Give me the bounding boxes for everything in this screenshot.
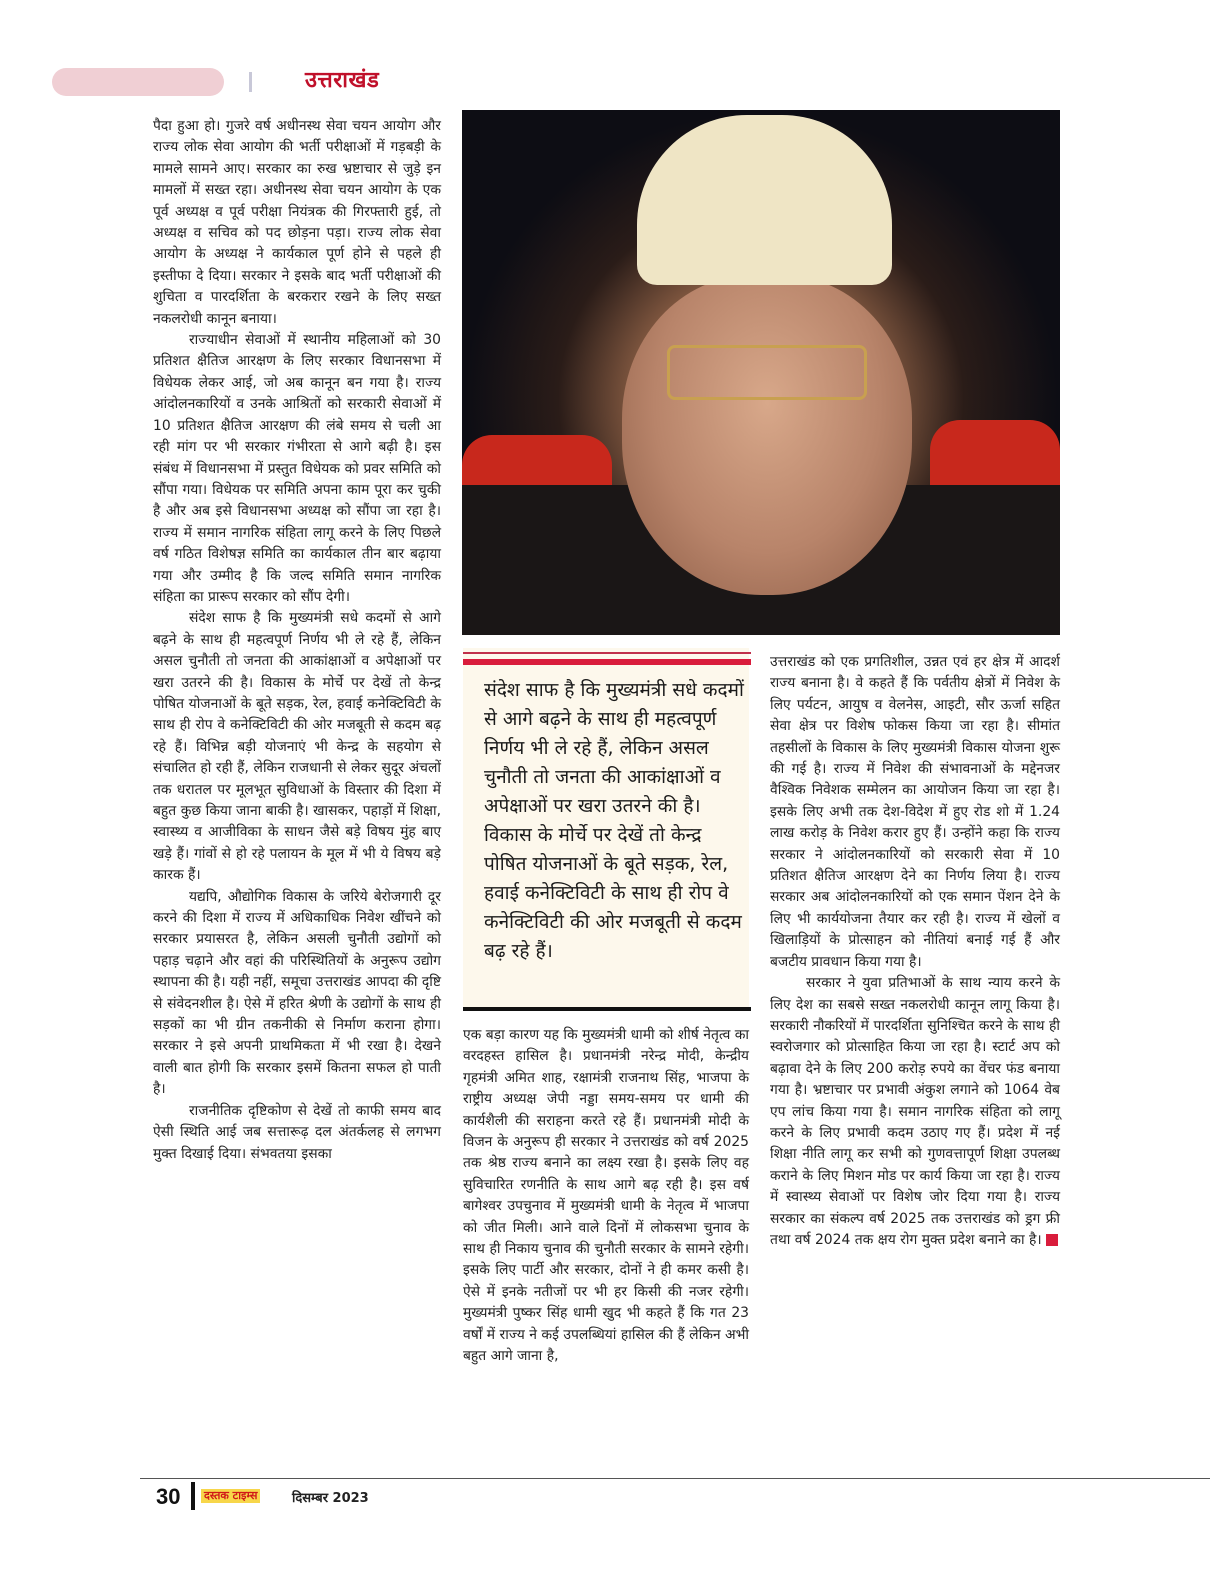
photo-face (622, 275, 912, 595)
paragraph: पैदा हुआ हो। गुजरे वर्ष अधीनस्थ सेवा चयन आयोग और राज्य लोक सेवा आयोग की भर्ती परीक्षाओं में गड़बड़ी के मामले सामने आए। सरकार का रुख भ्रष्टाचार से जुड़े इन मामलों में सख्त रहा। अधीनस्थ सेवा चयन आयोग के एक पूर्व अध्यक्ष व पूर्व परीक्षा नियंत्रक की गिरफ्तारी हुई, तो अध्यक्ष व सचिव को पद छोड़ना पड़ा। राज्य लोक सेवा आयोग के अध्यक्ष ने कार्यकाल पूर्ण होने से पहले ही इस्तीफा दे दिया। सरकार ने इसके बाद भर्ती परीक्षाओं की शुचिता व पारदर्शिता के बरकरार रखने के लिए सख्त नकलरोधी कानून बनाया। (153, 118, 441, 327)
footer-separator (191, 1482, 195, 1510)
header-separator (249, 72, 252, 92)
issue-date: दिसम्बर 2023 (292, 1491, 369, 1506)
end-of-article-icon (1046, 1234, 1058, 1246)
page-number: 30 (156, 1484, 181, 1509)
photo-cap (637, 115, 892, 285)
section-title: उत्तराखंड (305, 68, 380, 93)
article-column-1 (153, 116, 441, 1165)
pull-quote-rule-thin (463, 652, 751, 654)
paragraph-last (770, 973, 1060, 1251)
header-pill-decoration (52, 68, 224, 96)
paragraph: संदेश साफ है कि मुख्यमंत्री सधे कदमों से आगे बढ़ने के साथ ही महत्वपूर्ण निर्णय भी ले रहे हैं, लेकिन असल चुनौती तो जनता की आकांक्षाओं व अपेक्षाओं पर खरा उतरने की है। विकास के मोर्चे पर देखें तो केन्द्र पोषित योजनाओं के बूते सड़क, रेल, हवाई कनेक्टिविटी के साथ ही रोप वे कनेक्टिविटी की ओर मजबूती से कदम बढ़ रहे हैं। विभिन्न बड़ी योजनाएं भी केन्द्र के सहयोग से संचालित हो रही हैं, लेकिन राजधानी से लेकर सुदूर अंचलों तक धरातल पर मूलभूत सुविधाओं के विस्तार की दिशा में बहुत कुछ किया जाना बाकी है। खासकर, पहाड़ों में शिक्षा, स्वास्थ्य व आजीविका के साधन जैसे बड़े विषय मुंह बाए खड़े हैं। गांवों से हो रहे पलायन के मूल में भी ये विषय बड़े कारक हैं। (153, 610, 441, 884)
footer-rule (140, 1478, 1210, 1479)
article-column-3 (770, 652, 1060, 1251)
paragraph: उत्तराखंड को एक प्रगतिशील, उन्नत एवं हर क्षेत्र में आदर्श राज्य बनाना है। वे कहते हैं कि पर्वतीय क्षेत्रों में निवेश के लिए पर्यटन, आयुष व वेलनेस, आइटी, सौर ऊर्जा सहित सेवा क्षेत्र पर विशेष फोकस किया जा रहा है। सीमांत तहसीलों के विकास के लिए मुख्यमंत्री विकास योजना शुरू की गई है। राज्य में निवेश की संभावनाओं के मद्देनजर वैश्विक निवेशक सम्मेलन का आयोजन किया जा रहा है। इसके लिए अभी तक देश-विदेश में हुए रोड शो में 1.24 लाख करोड़ के निवेश करार हुए हैं। उन्होंने कहा कि राज्य सरकार ने आंदोलनकारियों को सरकारी सेवा में 10 प्रतिशत क्षैतिज आरक्षण देने का निर्णय लिया है। राज्य सरकार अब आंदोलनकारियों को एक समान पेंशन देने के लिए भी कार्ययोजना तैयार कर रही है। राज्य में खेलों व खिलाड़ियों के प्रोत्साहन को नीतियां बनाई गई हैं और बजटीय प्रावधान किया गया है। (770, 654, 1060, 970)
paragraph: राज्याधीन सेवाओं में स्थानीय महिलाओं को 30 प्रतिशत क्षैतिज आरक्षण के लिए सरकार विधानसभा में विधेयक लेकर आई, जो अब कानून बन गया है। राज्य आंदोलनकारियों व उनके आश्रितों को सरकारी सेवाओं में 10 प्रतिशत क्षैतिज आरक्षण की लंबे समय से चली आ रही मांग पर भी सरकार गंभीरता से आगे बढ़ी है। इस संबंध में विधानसभा में प्रस्तुत विधेयक को प्रवर समिति को सौंपा गया। विधेयक पर समिति अपना काम पूरा कर चुकी है और अब इसे विधानसभा अध्यक्ष को सौंपा जा रहा है। राज्य में समान नागरिक संहिता लागू करने के लिए पिछले वर्ष गठित विशेषज्ञ समिति का कार्यकाल तीन बार बढ़ाया गया और उम्मीद है कि जल्द समिति समान नागरिक संहिता का प्रारूप सरकार को सौंप देगी। (153, 332, 441, 605)
pull-quote-text: संदेश साफ है कि मुख्यमंत्री सधे कदमों से आगे बढ़ने के साथ ही महत्वपूर्ण निर्णय भी ले रहे हैं, लेकिन असल चुनौती तो जनता की आकांक्षाओं व अपेक्षाओं पर खरा उतरने की है। विकास के मोर्चे पर देखें तो केन्द्र पोषित योजनाओं के बूते सड़क, रेल, हवाई कनेक्टिविटी के साथ ही रोप वे कनेक्टिविटी की ओर मजबूती से कदम बढ़ रहे हैं। (484, 679, 744, 962)
paragraph: राजनीतिक दृष्टिकोण से देखें तो काफी समय बाद ऐसी स्थिति आई जब सत्तारूढ़ दल अंतर्कलह से लगभग मुक्त दिखाई दिया। संभवतया इसका (153, 1102, 441, 1162)
article-photo (462, 110, 1060, 635)
photo-glasses (667, 345, 867, 400)
paragraph-text: सरकार ने युवा प्रतिभाओं के साथ न्याय करने के लिए देश का सबसे सख्त नकलरोधी कानून लागू किया है। सरकारी नौकरियों में पारदर्शिता सुनिश्चित करने के साथ ही स्वरोजगार को प्रोत्साहित किया जा रहा है। स्टार्ट अप को बढ़ावा देने के लिए 200 करोड़ रुपये का वेंचर फंड बनाया गया है। भ्रष्टाचार पर प्रभावी अंकुश लगाने को 1064 वेब एप लांच किया गया है। समान नागरिक संहिता को लागू करने के लिए प्रभावी कदम उठाए गए हैं। प्रदेश में नई शिक्षा नीति लागू कर सभी को गुणवत्तापूर्ण शिक्षा उपलब्ध कराने के लिए मिशन मोड पर कार्य किया जा रहा है। राज्य में स्वास्थ्य सेवाओं पर विशेष जोर दिया गया है। राज्य सरकार का संकल्प वर्ष 2025 तक उत्तराखंड को ड्रग फ्री तथा वर्ष 2024 तक क्षय रोग मुक्त प्रदेश बनाने का है। (770, 975, 1060, 1248)
pull-quote-rule-thick (463, 659, 751, 665)
paragraph: एक बड़ा कारण यह कि मुख्यमंत्री धामी को शीर्ष नेतृत्व का वरदहस्त हासिल है। प्रधानमंत्री नरेन्द्र मोदी, केन्द्रीय गृहमंत्री अमित शाह, रक्षामंत्री राजनाथ सिंह, भाजपा के राष्ट्रीय अध्यक्ष जेपी नड्डा समय-समय पर धामी की कार्यशैली की सराहना करते रहे हैं। प्रधानमंत्री मोदी के विजन के अनुरूप ही सरकार ने उत्तराखंड को वर्ष 2025 तक श्रेष्ठ राज्य बनाने का लक्ष्य रखा है। इसके लिए वह सुविचारित रणनीति के साथ आगे बढ़ रही है। इस वर्ष बागेश्वर उपचुनाव में मुख्यमंत्री धामी के नेतृत्व में भाजपा को जीत मिली। आने वाले दिनों में लोकसभा चुनाव के साथ ही निकाय चुनाव की चुनौती सरकार के सामने रहेगी। इसके लिए पार्टी और सरकार, दोनों ने ही कमर कसी है। ऐसे में इनके नतीजों पर भी हर किसी की नजर रहेगी। मुख्यमंत्री पुष्कर सिंह धामी खुद भी कहते हैं कि गत 23 वर्षों में राज्य ने कई उपलब्धियां हासिल की हैं लेकिन अभी बहुत आगे जाना है, (463, 1027, 749, 1365)
pull-quote-bottom-rule (463, 1007, 751, 1011)
paragraph: यद्यपि, औद्योगिक विकास के जरिये बेरोजगारी दूर करने की दिशा में राज्य में अधिकाधिक निवेश खींचने को सरकार प्रयासरत है, लेकिन असली चुनौती उद्योगों को पहाड़ चढ़ाने और वहां की परिस्थितियों के अनुरूप उद्योग स्थापना की है। यही नहीं, समूचा उत्तराखंड आपदा की दृष्टि से संवेदनशील है। ऐसे में हरित श्रेणी के उद्योगों के साथ ही सड़कों का भी ग्रीन तकनीकी से निर्माण कराना होगा। सरकार ने इसे अपनी प्राथमिकता में भी रखा है। देखने वाली बात होगी कि सरकार इसमें कितना सफल हो पाती है। (153, 888, 441, 1098)
publication-logo: दस्तक टाइम्स (201, 1489, 260, 1503)
article-column-2 (463, 1025, 749, 1368)
